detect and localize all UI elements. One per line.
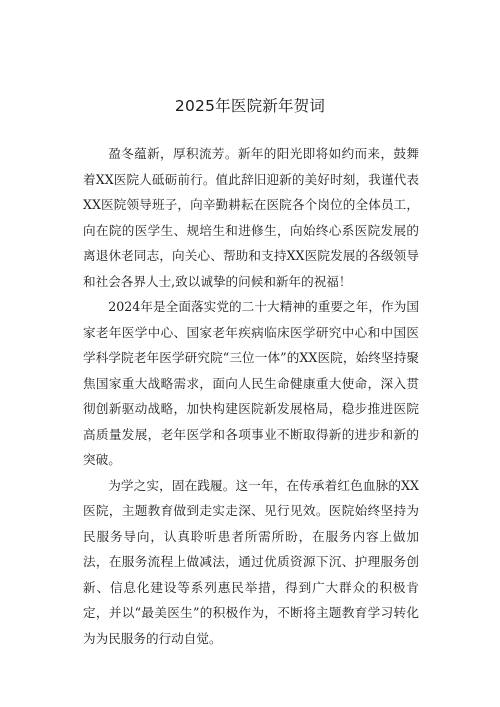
document-title: 2025年医院新年贺词: [174, 97, 326, 115]
paragraph-theme-education: 为学之实，固在践履。这一年，在传承着红色血脉的XX医院，主题教育做到走实走深、见行见效。医院始终坚持为民服务导向，认真聆听患者所需所盼，在服务内容上做加法，在服务流程上做减法，通过优质资源下沉、护理服务创新、信息化建设等系列惠民举措，得到广大群众的积极肯定，并以“最美医生”的积极作为，不断将主题教育学习转化为为民服务的行动自觉。: [83, 477, 419, 646]
document-body: [83, 141, 419, 651]
paragraph-greeting: 盈冬蕴新，厚积流芳。新年的阳光即将如约而来，鼓舞着XX医院人砥砺前行。值此辞旧迎新的美好时刻，我谨代表XX医院领导班子，向辛勤耕耘在医院各个岗位的全体员工，向在院的医学生、规培生和进修生，向始终心系医院发展的离退休老同志，向关心、帮助和支持XX医院发展的各级领导和社会各界人士,致以诚挚的问候和新年的祝福！: [83, 146, 419, 289]
paragraph-2024-review: 2024年是全面落实党的二十大精神的重要之年，作为国家老年医学中心、国家老年疾病临床医学研究中心和中国医学科学院老年医学研究院“三位一体”的XX医院，始终坚持聚焦国家重大战略需求，面向人民生命健康重大使命，深入贯彻创新驱动战略，加快构建医院新发展格局，稳步推进医院高质量发展，老年医学和各项事业不断取得新的进步和新的突破。: [83, 299, 419, 467]
